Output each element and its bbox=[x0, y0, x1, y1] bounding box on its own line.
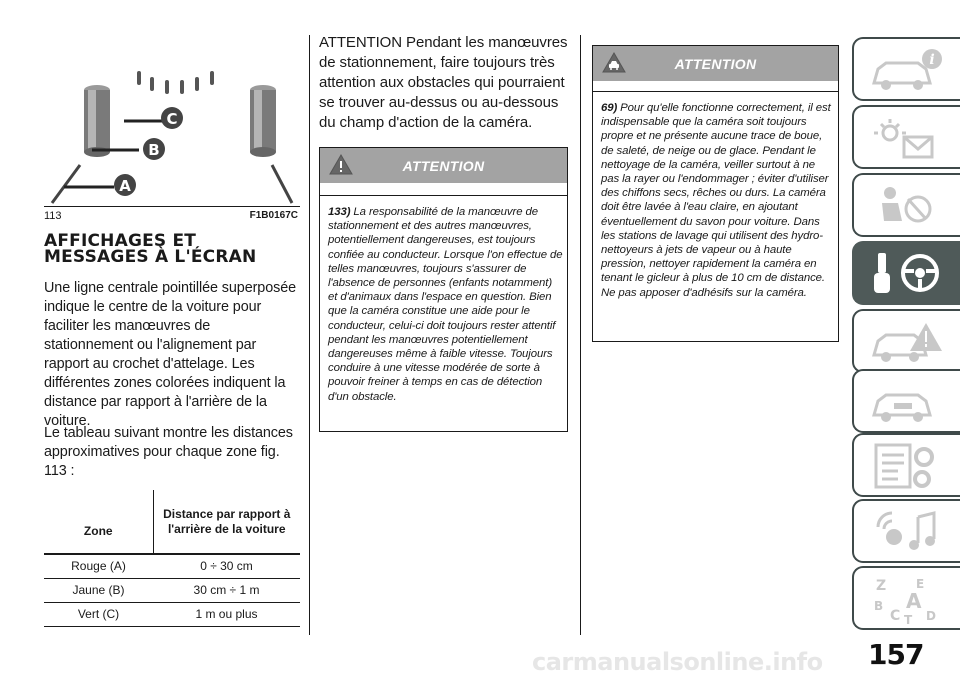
rear-camera-figure bbox=[44, 35, 300, 205]
svg-text:A: A bbox=[906, 589, 922, 613]
svg-text:B: B bbox=[148, 141, 160, 159]
car-warning-icon bbox=[868, 317, 948, 369]
header-zone: Zone bbox=[44, 490, 153, 554]
dashboard-lights-icon bbox=[868, 113, 948, 165]
figure-code: F1B0167C bbox=[249, 210, 298, 221]
dash-mark bbox=[165, 80, 169, 94]
svg-text:E: E bbox=[916, 577, 925, 591]
tab-car-warning[interactable] bbox=[852, 309, 960, 373]
zone-cell: Jaune (B) bbox=[44, 578, 153, 602]
camera-view-illustration bbox=[44, 35, 300, 205]
key-steering-wheel-icon bbox=[868, 249, 948, 301]
page-number: 157 bbox=[868, 638, 924, 671]
distance-cell: 0 ÷ 30 cm bbox=[153, 554, 300, 578]
distance-cell: 1 m ou plus bbox=[153, 602, 300, 626]
table-row bbox=[44, 554, 300, 578]
dash-mark bbox=[137, 71, 141, 85]
dash-mark bbox=[180, 80, 184, 94]
watermark: carmanualsonline.info bbox=[532, 648, 823, 676]
warning-text: Pour qu'elle fonctionne correctement, il est indispensable que la caméra soit toujours propre et ne présente aucune trace de boue, de saleté, de neige ou de glace. Pendant le nettoyage de la caméra, veiller surtout à ne pas la rayer ou l'endommager ; éviter d'utiliser des chiffons secs, rêches ou durs. La caméra doit être lavée à l'eau claire, en ajoutant éventuellement du savon pour voiture. Dans les stations de lavage qui utilisent des hydro-nettoyeurs à jets de vapeur ou à haute pression, nettoyer rapidement la caméra en tenant le gicleur à plus de 10 cm de distance. Ne pas apposer d'adhésifs sur la caméra. bbox=[601, 102, 831, 299]
section-title-line1: AFFICHAGES ET bbox=[44, 231, 197, 251]
warning-separator bbox=[320, 195, 567, 196]
tab-car-info[interactable] bbox=[852, 37, 960, 101]
tab-car-service[interactable] bbox=[852, 369, 960, 433]
distance-table bbox=[44, 490, 300, 627]
column-divider bbox=[580, 35, 581, 635]
seat-airbag-icon bbox=[868, 181, 948, 233]
tab-dashboard-lights[interactable] bbox=[852, 105, 960, 169]
warning-box-133 bbox=[319, 147, 568, 432]
distance-cell: 30 cm ÷ 1 m bbox=[153, 578, 300, 602]
svg-text:C: C bbox=[166, 110, 178, 128]
section-title bbox=[44, 233, 304, 265]
tab-radio-music[interactable] bbox=[852, 499, 960, 563]
car-service-icon bbox=[868, 377, 948, 429]
dash-mark bbox=[150, 77, 154, 91]
section-title-line2: MESSAGES À L'ÉCRAN bbox=[44, 247, 257, 267]
svg-text:D: D bbox=[926, 609, 936, 623]
warning-title: ATTENTION bbox=[674, 56, 757, 72]
tab-seat-airbag[interactable] bbox=[852, 173, 960, 237]
guide-line-left bbox=[52, 165, 80, 203]
car-info-icon bbox=[868, 45, 948, 97]
radio-music-icon bbox=[868, 507, 948, 559]
warning-separator bbox=[593, 91, 838, 92]
dash-mark bbox=[195, 77, 199, 91]
column-divider bbox=[309, 35, 310, 635]
warning-ref: 69) bbox=[601, 102, 618, 114]
figure-number: 113 bbox=[44, 210, 62, 222]
label-b bbox=[143, 138, 165, 160]
tab-key-steering[interactable] bbox=[852, 241, 960, 305]
right-post bbox=[250, 85, 276, 157]
dash-mark bbox=[210, 71, 214, 85]
warning-body bbox=[328, 205, 564, 404]
svg-text:B: B bbox=[874, 599, 884, 613]
warning-title: ATTENTION bbox=[402, 158, 485, 174]
svg-text:i: i bbox=[929, 52, 935, 68]
tab-alphabet-index[interactable] bbox=[852, 566, 960, 630]
label-a bbox=[114, 174, 136, 196]
warning-header bbox=[320, 148, 567, 183]
guide-line-right bbox=[272, 165, 292, 203]
intro-paragraph: Une ligne centrale pointillée superposée indique le centre de la voiture pour faciliter les manœuvres de stationnement ou l'alignement par rapport au crochet d'attelage. Les différentes zones colorées indiquent la distance par rapport à l'arrière de la voiture. bbox=[44, 280, 297, 429]
warning-ref: 133) bbox=[328, 206, 351, 218]
zone-cell: Vert (C) bbox=[44, 602, 153, 626]
svg-text:C: C bbox=[890, 608, 901, 624]
alphabet-index-icon bbox=[868, 574, 948, 626]
warning-text: La responsabilité de la manœuvre de stationnement et des autres manœuvres, potentiellement dangereuses, est toujours confiée au conducteur. Lorsque l'on effectue de telles manœuvres, toujours s'assurer de l'absence de personnes (enfants notamment) et d'animaux dans l'espace en question. Bien que la caméra constitue une aide pour le conducteur, celui-ci doit toujours rester attentif pendant les manœuvres potentiellement dangereuses même à faible vitesse. Toujours conduire à une vitesse modérée de sorte à pouvoir freiner à temps en cas de détection d'un obstacle. bbox=[328, 206, 563, 403]
label-c bbox=[161, 107, 183, 129]
table-header-row bbox=[44, 490, 300, 554]
table-intro-paragraph: Le tableau suivant montre les distances approximatives pour chaque zone fig. 113 : bbox=[44, 425, 293, 479]
header-distance: Distance par rapport à l'arrière de la voiture bbox=[153, 490, 300, 554]
svg-text:Z: Z bbox=[876, 578, 887, 594]
specs-gears-icon bbox=[868, 441, 948, 493]
table-row bbox=[44, 602, 300, 626]
zone-cell: Rouge (A) bbox=[44, 554, 153, 578]
tab-specs[interactable] bbox=[852, 433, 960, 497]
warning-header bbox=[593, 46, 838, 81]
warning-body bbox=[601, 101, 836, 300]
warning-box-69 bbox=[592, 45, 839, 342]
attention-paragraph: ATTENTION Pendant les manœuvres de stationnement, faire toujours très attention aux obstacles qui pourraient se trouver au-dessus ou au-dessous du champ d'action de la caméra. bbox=[319, 34, 568, 131]
svg-text:A: A bbox=[119, 177, 131, 195]
table-row bbox=[44, 578, 300, 602]
svg-text:T: T bbox=[904, 613, 913, 626]
left-post bbox=[84, 85, 110, 157]
figure-caption bbox=[44, 206, 300, 222]
